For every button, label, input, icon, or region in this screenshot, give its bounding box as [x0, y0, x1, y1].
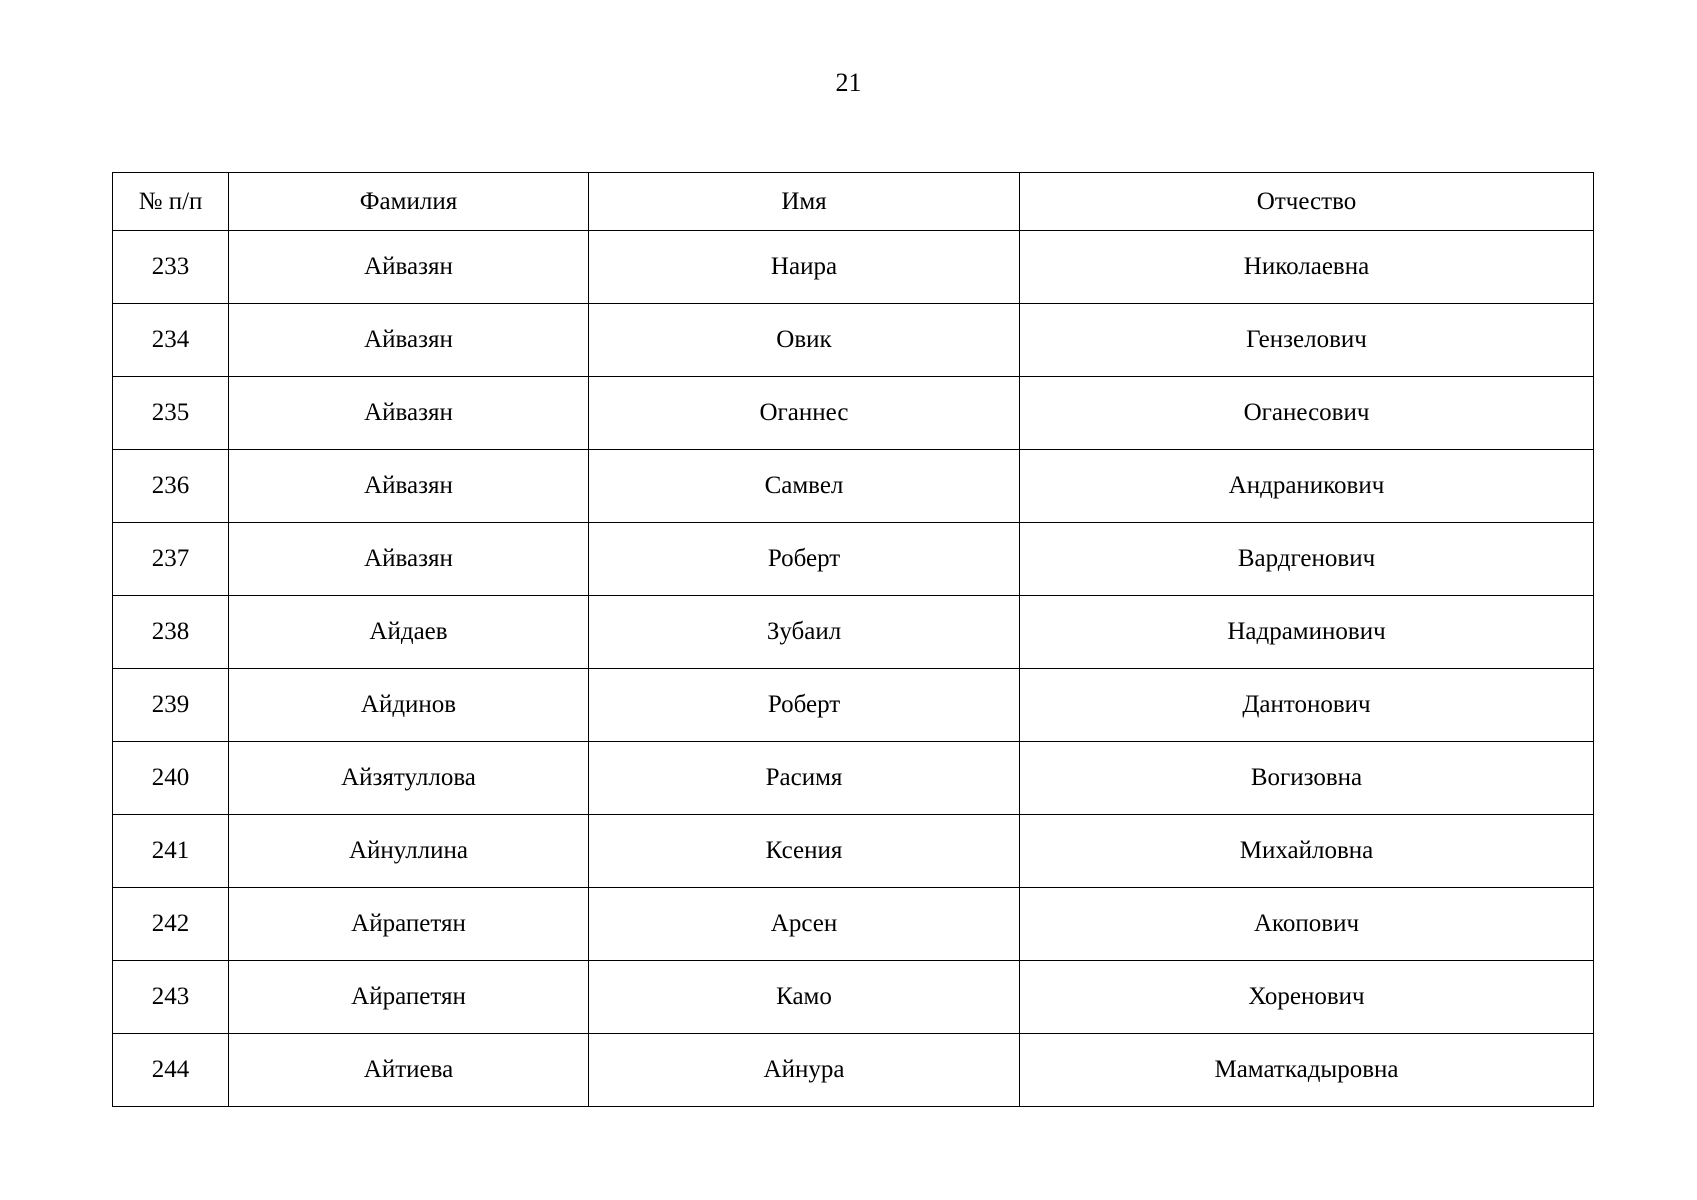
table-row — [113, 1034, 1594, 1107]
cell-patronymic: Николаевна — [1020, 231, 1594, 304]
cell-number: 240 — [113, 742, 229, 815]
cell-first-name: Самвел — [589, 450, 1020, 523]
table-row — [113, 742, 1594, 815]
table-row — [113, 961, 1594, 1034]
cell-number: 241 — [113, 815, 229, 888]
cell-patronymic: Вардгенович — [1020, 523, 1594, 596]
cell-first-name: Камо — [589, 961, 1020, 1034]
cell-last-name: Айрапетян — [229, 961, 589, 1034]
cell-last-name: Айдаев — [229, 596, 589, 669]
cell-number: 244 — [113, 1034, 229, 1107]
table-row — [113, 304, 1594, 377]
cell-first-name: Овик — [589, 304, 1020, 377]
cell-first-name: Айнура — [589, 1034, 1020, 1107]
header-first-name: Имя — [589, 173, 1020, 231]
cell-first-name: Наира — [589, 231, 1020, 304]
cell-number: 235 — [113, 377, 229, 450]
header-last-name: Фамилия — [229, 173, 589, 231]
table-row — [113, 377, 1594, 450]
cell-number: 233 — [113, 231, 229, 304]
table-header-row — [113, 173, 1594, 231]
cell-number: 236 — [113, 450, 229, 523]
table-row — [113, 231, 1594, 304]
cell-patronymic: Андраникович — [1020, 450, 1594, 523]
cell-last-name: Айтиева — [229, 1034, 589, 1107]
cell-number: 238 — [113, 596, 229, 669]
cell-first-name: Роберт — [589, 669, 1020, 742]
names-table — [112, 172, 1594, 1107]
cell-patronymic: Михайловна — [1020, 815, 1594, 888]
cell-last-name: Айвазян — [229, 377, 589, 450]
cell-first-name: Расимя — [589, 742, 1020, 815]
cell-first-name: Зубаил — [589, 596, 1020, 669]
table-row — [113, 669, 1594, 742]
cell-last-name: Айзятуллова — [229, 742, 589, 815]
cell-last-name: Айвазян — [229, 231, 589, 304]
cell-patronymic: Дантонович — [1020, 669, 1594, 742]
cell-first-name: Роберт — [589, 523, 1020, 596]
cell-first-name: Ксения — [589, 815, 1020, 888]
page-number: 21 — [835, 68, 862, 97]
table-row — [113, 888, 1594, 961]
cell-patronymic: Вогизовна — [1020, 742, 1594, 815]
table-row — [113, 523, 1594, 596]
cell-number: 234 — [113, 304, 229, 377]
cell-last-name: Айвазян — [229, 304, 589, 377]
cell-last-name: Айдинов — [229, 669, 589, 742]
table-row — [113, 596, 1594, 669]
cell-patronymic: Акопович — [1020, 888, 1594, 961]
cell-patronymic: Надраминович — [1020, 596, 1594, 669]
cell-patronymic: Маматкадыровна — [1020, 1034, 1594, 1107]
cell-first-name: Арсен — [589, 888, 1020, 961]
header-number: № п/п — [113, 173, 229, 231]
cell-number: 243 — [113, 961, 229, 1034]
cell-number: 237 — [113, 523, 229, 596]
table-row — [113, 815, 1594, 888]
cell-last-name: Айнуллина — [229, 815, 589, 888]
cell-patronymic: Хоренович — [1020, 961, 1594, 1034]
cell-patronymic: Оганесович — [1020, 377, 1594, 450]
cell-last-name: Айвазян — [229, 450, 589, 523]
header-patronymic: Отчество — [1020, 173, 1594, 231]
cell-number: 239 — [113, 669, 229, 742]
cell-last-name: Айрапетян — [229, 888, 589, 961]
table-row — [113, 450, 1594, 523]
cell-patronymic: Гензелович — [1020, 304, 1594, 377]
cell-last-name: Айвазян — [229, 523, 589, 596]
cell-number: 242 — [113, 888, 229, 961]
cell-first-name: Оганнес — [589, 377, 1020, 450]
